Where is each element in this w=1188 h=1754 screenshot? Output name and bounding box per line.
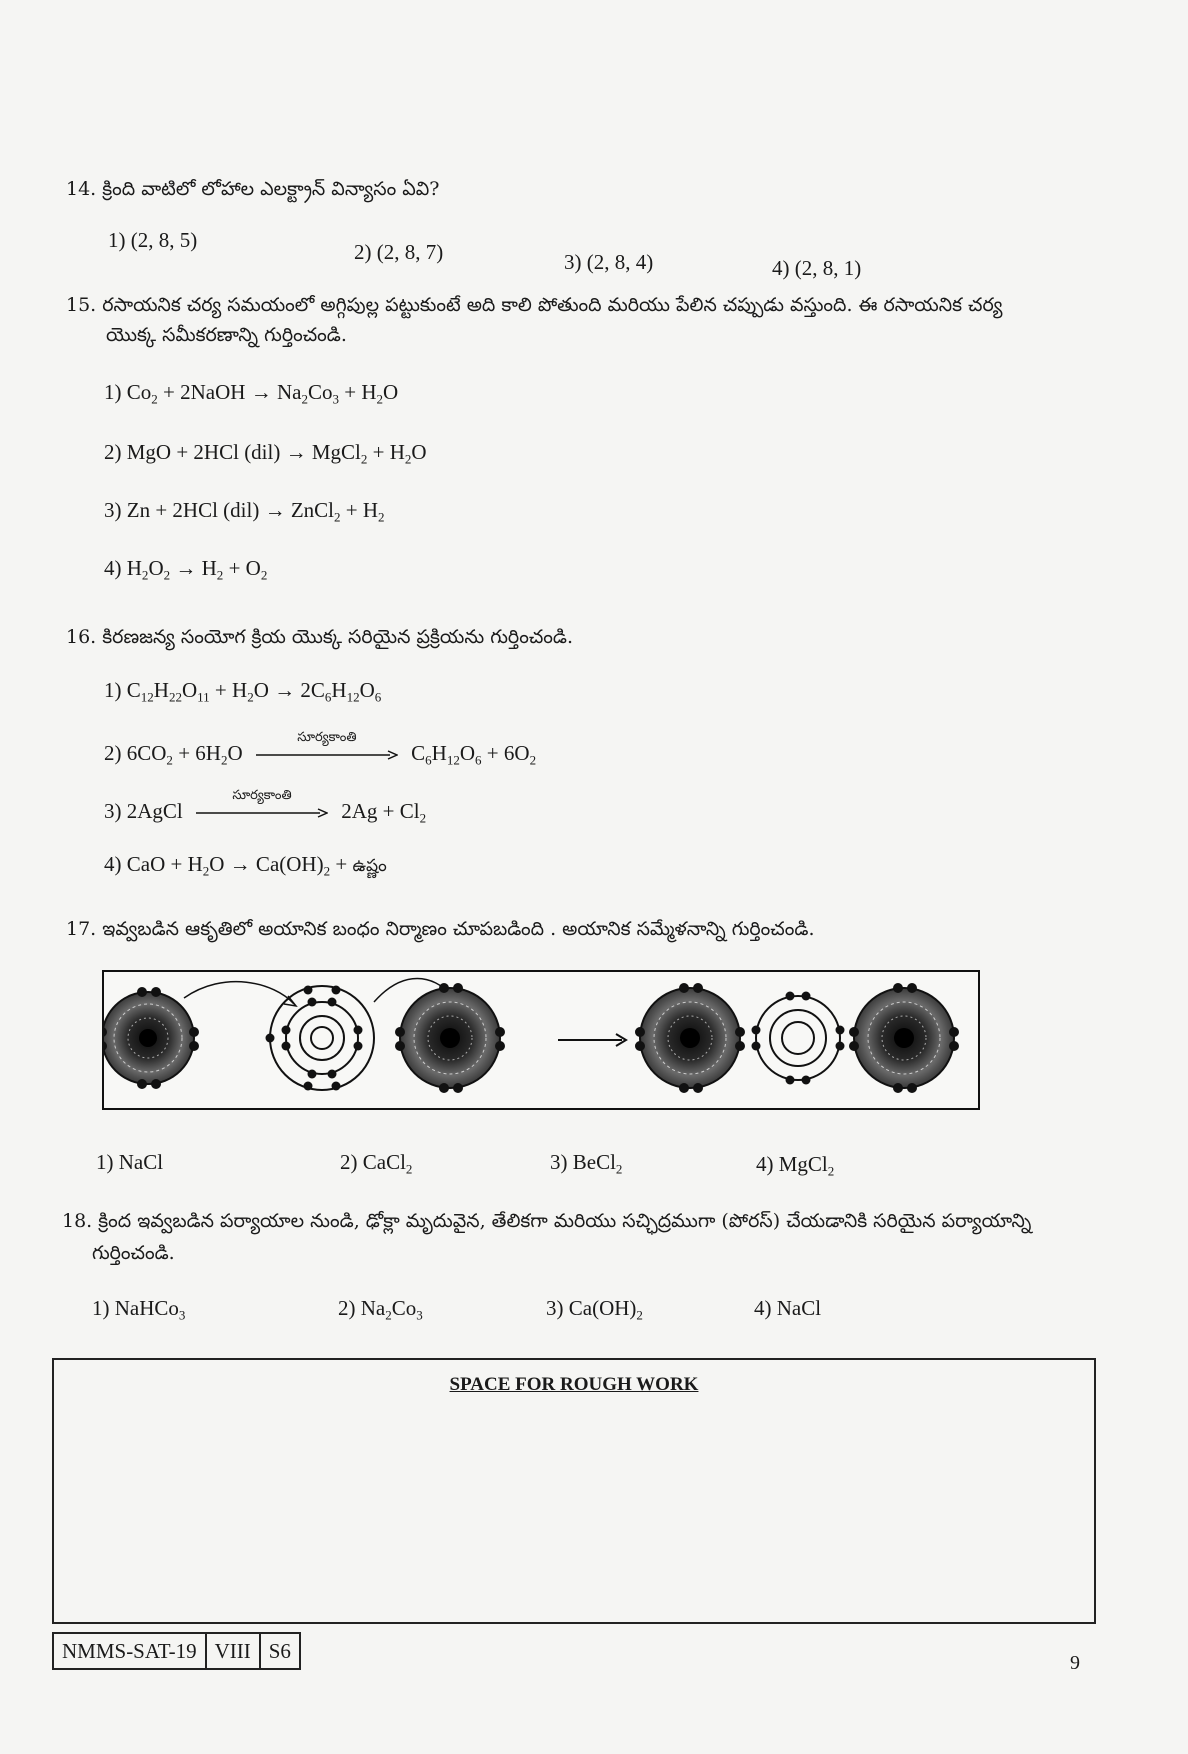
q17-option-4: 4) MgCl$_2$ — [756, 1152, 835, 1179]
q18-option-4: 4) NaCl — [754, 1296, 822, 1320]
rough-work-box — [52, 1358, 1096, 1624]
q14-option-2: 2) (2, 8, 7) — [354, 240, 444, 264]
product-ion-right — [849, 983, 959, 1093]
paper-code: NMMS-SAT-19 — [54, 1634, 207, 1668]
paper-code-box — [52, 1632, 301, 1670]
rough-work-title: SPACE FOR ROUGH WORK — [449, 1374, 699, 1395]
q16-option-3: 3) 2AgCl సూర్యకాంతి $2Ag + Cl_2$ — [104, 788, 427, 826]
q15-option-4: 4) $H_2O_2 \to H_2 + O_2$ — [104, 556, 268, 583]
q17-option-3: 3) BeCl$_2$ — [550, 1150, 623, 1177]
q15-text-line1: 15. రసాయనిక చర్య సమయంలో అగ్గిపుల్ల పట్టుకుంటే అది కాలి పోతుంది మరియు పేలిన చప్పుడు వస్తుంది. ఈ రసాయనిక చర్య — [66, 294, 1003, 316]
q16-option-1: 1) $C_{12}H_{22}O_{11} + H_2O \to 2C_6H_{12}O_6$ — [104, 678, 382, 705]
q18-option-3: 3) $Ca(OH)_2$ — [546, 1296, 643, 1323]
page-number: 9 — [1070, 1652, 1080, 1674]
q15-text-line2: యొక్క సమీకరణాన్ని గుర్తించండి. — [106, 324, 347, 346]
reaction-arrow — [558, 1034, 626, 1046]
metal-atom-right — [395, 983, 505, 1093]
q18-text-line1: 18. క్రింద ఇవ్వబడిన పర్యాయాల నుండి, ఢోక్లా మృదువైన, తేలికగా మరియు సచ్ఛిద్రముగా (పోరస్) చేయడానికి సరియైన పర్యాయాన్ని — [62, 1210, 1032, 1232]
q14-option-1: 1) (2, 8, 5) — [108, 228, 198, 252]
q15-option-3: 3) Zn + 2HCl (dil) → ZnCl$_2$ + $H_2$ — [104, 498, 385, 525]
q18-option-1: 1) NaHCo$_3$ — [92, 1296, 186, 1323]
q14-text: 14. క్రింది వాటిలో లోహాల ఎలక్ట్రాన్ విన్యాసం ఏవి? — [66, 178, 440, 200]
ionic-bond-diagram — [104, 972, 978, 1108]
ionic-bond-figure — [102, 970, 980, 1110]
q15-option-2: 2) MgO + 2HCl (dil) → MgCl$_2$ + $H_2O$ — [104, 440, 427, 467]
q16-text: 16. కిరణజన్య సంయోగ క్రియ యొక్క సరియైన ప్రక్రియను గుర్తించండి. — [66, 626, 574, 648]
sunlight-arrow: సూర్యకాంతి — [196, 794, 328, 822]
q14-option-4: 4) (2, 8, 1) — [772, 256, 862, 280]
section-code: S6 — [268, 1639, 291, 1663]
q17-option-1: 1) NaCl — [96, 1150, 164, 1174]
q16-option-4: 4) CaO + $H_2O \to Ca(OH)_2$ + ఉష్ణం — [104, 852, 387, 879]
metal-atom-left — [104, 987, 199, 1089]
sunlight-arrow: సూర్యకాంతి — [256, 736, 398, 764]
product-ion-left — [635, 983, 745, 1093]
q16-option-2: 2) $6CO_2 + 6H_2O$ సూర్యకాంతి $C_6H_{12}O_6 + 6O_2$ — [104, 730, 537, 768]
q17-option-2: 2) CaCl$_2$ — [340, 1150, 413, 1177]
q14-option-3: 3) (2, 8, 4) — [564, 250, 654, 274]
class-code: VIII — [207, 1634, 261, 1668]
q18-option-2: 2) $Na_2Co_3$ — [338, 1296, 423, 1323]
q15-option-1: 1) $Co_2$ + 2NaOH → $Na_2Co_3 + H_2O$ — [104, 380, 399, 407]
q18-text-line2: గుర్తించండి. — [92, 1242, 175, 1264]
q17-text: 17. ఇవ్వబడిన ఆకృతిలో అయానిక బంధం నిర్మాణం చూపబడింది . అయానిక సమ్మేళనాన్ని గుర్తించండి. — [66, 918, 815, 940]
product-ion-center — [752, 992, 845, 1085]
non-metal-atom — [266, 986, 375, 1091]
